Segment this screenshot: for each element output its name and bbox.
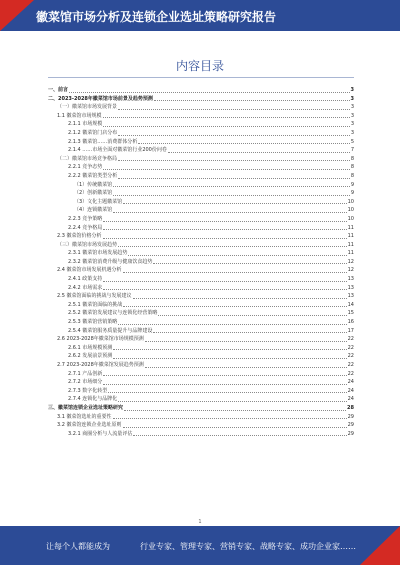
toc-entry-page: 24 bbox=[347, 396, 354, 403]
toc-entry-label: 2.2.2 徽菜馆类型分析 bbox=[68, 172, 118, 179]
toc-leader-dots bbox=[123, 426, 347, 428]
toc-entry-label: 2.7.2 市场细分 bbox=[68, 379, 103, 386]
toc-entry[interactable] bbox=[48, 413, 354, 422]
toc-entry-page: 3 bbox=[350, 95, 354, 102]
toc-leader-dots bbox=[124, 409, 346, 411]
toc-entry-page: 8 bbox=[350, 164, 354, 171]
toc-entry[interactable] bbox=[48, 404, 354, 413]
toc-entry-label: 3.2.1 商圈分析与人流量评估 bbox=[68, 430, 133, 437]
toc-entry-label: 2.5.2 徽菜馆发展建议与连锁化经营策略 bbox=[68, 310, 158, 317]
toc-entry-page: 11 bbox=[347, 241, 354, 248]
toc-entry-label: 2.7.3 数字化转型 bbox=[68, 387, 108, 394]
toc-leader-dots bbox=[118, 108, 350, 110]
toc-entry[interactable] bbox=[48, 309, 354, 318]
toc-leader-dots bbox=[123, 305, 346, 307]
toc-entry[interactable] bbox=[48, 181, 354, 190]
toc-entry-label: 3.1 徽菜馆选址的重要性 bbox=[57, 413, 112, 420]
toc-entry-label: 2.3 徽菜馆价格分析 bbox=[57, 233, 102, 240]
toc-entry-page: 3 bbox=[350, 104, 354, 111]
toc-leader-dots bbox=[103, 280, 346, 282]
table-of-contents bbox=[48, 86, 354, 438]
toc-entry[interactable] bbox=[48, 249, 354, 258]
toc-entry-page: 22 bbox=[347, 336, 354, 343]
toc-entry-page: 15 bbox=[347, 310, 354, 317]
toc-entry-page: 8 bbox=[350, 172, 354, 179]
toc-entry-page: 29 bbox=[347, 430, 354, 437]
toc-entry-label: 一、前言 bbox=[48, 87, 69, 93]
toc-entry[interactable] bbox=[48, 370, 354, 379]
toc-entry-label: 2.4.2 市场需求 bbox=[68, 284, 103, 291]
toc-entry[interactable] bbox=[48, 327, 354, 336]
toc-entry-label: 三、徽菜馆连锁企业选址策略研究 bbox=[48, 404, 124, 411]
toc-entry-page: 11 bbox=[347, 224, 354, 231]
toc-entry-label: （4）连锁徽菜馆 bbox=[74, 207, 113, 214]
toc-entry-page: 28 bbox=[347, 404, 354, 411]
toc-entry-page: 13 bbox=[347, 293, 354, 300]
toc-entry-label: 2.7.4 连锁化与品牌化 bbox=[68, 396, 118, 403]
toc-entry-label: 2.6 2023-2028年徽菜馆市场规模预测 bbox=[57, 336, 144, 343]
toc-entry-label: 2.1.4 ……市场全面对徽菜馆行业200份问卷 bbox=[68, 147, 167, 154]
toc-entry[interactable] bbox=[48, 352, 354, 361]
toc-leader-dots bbox=[145, 366, 347, 368]
toc-entry-page: 16 bbox=[347, 319, 354, 326]
toc-entry-label: 1.1 徽菜馆市场规模 bbox=[57, 112, 102, 119]
toc-entry[interactable] bbox=[48, 266, 354, 275]
toc-entry[interactable] bbox=[48, 318, 354, 327]
toc-leader-dots bbox=[138, 142, 349, 144]
toc-entry-label: （3）文化主题徽菜馆 bbox=[74, 198, 123, 205]
toc-entry-label: 2.2.3 竞争策略 bbox=[68, 215, 103, 222]
toc-leader-dots bbox=[133, 434, 346, 436]
toc-leader-dots bbox=[103, 168, 350, 170]
toc-entry-page: 11 bbox=[347, 233, 354, 240]
toc-leader-dots bbox=[168, 151, 350, 153]
toc-entry-page: 3 bbox=[350, 121, 354, 128]
toc-leader-dots bbox=[113, 211, 346, 213]
toc-entry[interactable] bbox=[48, 163, 354, 172]
toc-entry-page: 7 bbox=[350, 147, 354, 154]
page-number: 1 bbox=[198, 519, 202, 525]
toc-entry-label: 2.2.4 竞争格局 bbox=[68, 224, 103, 231]
header-red-accent bbox=[0, 0, 34, 31]
toc-entry-page: 10 bbox=[347, 215, 354, 222]
toc-entry-page: 22 bbox=[347, 362, 354, 368]
toc-entry-label: （三）徽菜馆市场发展趋势 bbox=[57, 241, 118, 248]
toc-entry-label: 2.5.1 徽菜馆面临的挑战 bbox=[68, 301, 123, 308]
toc-entry-label: （一）徽菜馆市场发展背景 bbox=[57, 104, 118, 111]
toc-leader-dots bbox=[118, 159, 350, 161]
toc-leader-dots bbox=[118, 177, 350, 179]
toc-leader-dots bbox=[113, 357, 346, 359]
toc-entry-label: 2.5.4 徽菜馆服务质量提升与品牌建设 bbox=[68, 327, 153, 334]
toc-entry-page: 10 bbox=[347, 207, 354, 214]
toc-entry-label: （2）创新徽菜馆 bbox=[74, 190, 113, 197]
toc-leader-dots bbox=[103, 228, 346, 230]
toc-leader-dots bbox=[118, 245, 347, 247]
toc-leader-dots bbox=[103, 116, 350, 118]
toc-leader-dots bbox=[133, 297, 347, 299]
toc-entry[interactable] bbox=[48, 232, 354, 241]
toc-entry-label: 2.1.1 市场规模 bbox=[68, 121, 103, 128]
toc-entry-page: 3 bbox=[350, 129, 354, 136]
toc-entry-page: 8 bbox=[350, 155, 354, 162]
toc-entry-page: 10 bbox=[347, 198, 354, 205]
toc-entry[interactable] bbox=[48, 138, 354, 147]
toc-heading-divider bbox=[48, 77, 354, 78]
toc-leader-dots bbox=[118, 400, 346, 402]
toc-entry[interactable] bbox=[48, 395, 354, 404]
toc-entry-label: 2.2.1 竞争态势 bbox=[68, 164, 103, 171]
toc-entry-label: 2.3.2 徽菜馆消费升级与健康饮食趋势 bbox=[68, 258, 153, 265]
toc-entry[interactable] bbox=[48, 284, 354, 293]
toc-entry-page: 13 bbox=[347, 284, 354, 291]
toc-entry-label: 2.4 徽菜馆市场发展机遇分析 bbox=[57, 267, 122, 274]
toc-entry[interactable] bbox=[48, 206, 354, 215]
toc-entry[interactable] bbox=[48, 86, 354, 95]
toc-entry-label: 2.7.1 产品创新 bbox=[68, 370, 103, 377]
toc-entry[interactable] bbox=[48, 387, 354, 396]
toc-entry-page: 3 bbox=[350, 87, 354, 93]
toc-entry[interactable] bbox=[48, 421, 354, 430]
footer-tagline: 行业专家、管理专家、营销专家、战略专家、成功企业家…… bbox=[140, 542, 356, 551]
toc-entry-page: 14 bbox=[347, 301, 354, 308]
toc-leader-dots bbox=[154, 99, 350, 101]
toc-entry[interactable] bbox=[48, 241, 354, 250]
toc-leader-dots bbox=[103, 125, 350, 127]
toc-entry-page: 24 bbox=[347, 379, 354, 386]
toc-entry-page: 24 bbox=[347, 387, 354, 394]
toc-entry-label: 2.1.3 徽菜馆……消费群体分析 bbox=[68, 138, 138, 145]
toc-leader-dots bbox=[113, 194, 350, 196]
toc-entry-page: 29 bbox=[347, 413, 354, 420]
toc-entry-page: 3 bbox=[350, 112, 354, 119]
toc-entry-page: 11 bbox=[347, 250, 354, 257]
toc-entry-label: 3.2 徽菜馆连锁企业选址原则 bbox=[57, 422, 122, 429]
toc-entry[interactable] bbox=[48, 344, 354, 353]
toc-entry[interactable] bbox=[48, 258, 354, 267]
toc-entry-label: 2.3.1 徽菜馆市场发展趋势 bbox=[68, 250, 128, 257]
toc-leader-dots bbox=[113, 348, 346, 350]
toc-leader-dots bbox=[118, 323, 346, 325]
toc-entry-page: 29 bbox=[347, 422, 354, 429]
toc-entry-page: 12 bbox=[347, 258, 354, 265]
toc-entry[interactable] bbox=[48, 129, 354, 138]
toc-entry[interactable] bbox=[48, 361, 354, 370]
toc-entry[interactable] bbox=[48, 189, 354, 198]
toc-entry-label: 2.7 2023-2028年徽菜馆发展趋势预测 bbox=[57, 362, 144, 368]
toc-leader-dots bbox=[69, 91, 350, 93]
footer-red-accent bbox=[360, 526, 400, 565]
toc-entry[interactable] bbox=[48, 378, 354, 387]
toc-leader-dots bbox=[103, 383, 346, 385]
toc-entry[interactable] bbox=[48, 172, 354, 181]
toc-entry[interactable] bbox=[48, 292, 354, 301]
toc-entry-label: 2.6.2 发展前景预测 bbox=[68, 353, 113, 360]
toc-entry-label: 2.1.2 徽菜馆门店分布 bbox=[68, 129, 118, 136]
footer-slogan: 让每个人都能成为 bbox=[46, 542, 110, 551]
toc-entry-label: 2.5.3 徽菜馆营销策略 bbox=[68, 319, 118, 326]
toc-entry-page: 13 bbox=[347, 276, 354, 283]
toc-entry[interactable] bbox=[48, 301, 354, 310]
toc-leader-dots bbox=[123, 271, 347, 273]
toc-leader-dots bbox=[103, 288, 346, 290]
toc-entry-page: 5 bbox=[350, 138, 354, 145]
toc-entry-label: 2.5 徽菜馆面临的挑战与发展建议 bbox=[57, 293, 132, 300]
toc-heading: 内容目录 bbox=[175, 59, 224, 73]
toc-entry-label: （1）传统徽菜馆 bbox=[74, 181, 113, 188]
toc-leader-dots bbox=[153, 262, 346, 264]
toc-entry-page: 17 bbox=[347, 327, 354, 334]
toc-entry[interactable] bbox=[48, 155, 354, 164]
toc-entry-label: 2.6.1 市场规模预测 bbox=[68, 344, 113, 351]
report-title: 徽菜馆市场分析及连锁企业选址策略研究报告 bbox=[36, 10, 277, 24]
toc-leader-dots bbox=[113, 417, 347, 419]
toc-entry-label: 二、2023-2028年徽菜馆市场前景及趋势预测 bbox=[48, 95, 153, 102]
toc-leader-dots bbox=[103, 220, 346, 222]
toc-entry-page: 9 bbox=[350, 181, 354, 188]
toc-leader-dots bbox=[123, 202, 346, 204]
toc-entry[interactable] bbox=[48, 215, 354, 224]
toc-entry-page: 22 bbox=[347, 344, 354, 351]
toc-entry-page: 9 bbox=[350, 190, 354, 197]
toc-leader-dots bbox=[113, 185, 350, 187]
toc-leader-dots bbox=[158, 314, 346, 316]
toc-leader-dots bbox=[118, 134, 350, 136]
toc-entry[interactable] bbox=[48, 120, 354, 129]
toc-entry-page: 22 bbox=[347, 370, 354, 377]
toc-entry[interactable] bbox=[48, 146, 354, 155]
toc-entry-label: （二）徽菜馆市场竞争格局 bbox=[57, 155, 118, 162]
toc-entry[interactable] bbox=[48, 112, 354, 121]
toc-entry[interactable] bbox=[48, 198, 354, 207]
toc-entry-page: 12 bbox=[347, 267, 354, 274]
toc-leader-dots bbox=[128, 254, 346, 256]
toc-leader-dots bbox=[108, 391, 346, 393]
toc-entry-page: 22 bbox=[347, 353, 354, 360]
toc-entry[interactable] bbox=[48, 430, 354, 439]
toc-leader-dots bbox=[103, 237, 347, 239]
toc-entry[interactable] bbox=[48, 335, 354, 344]
toc-entry[interactable] bbox=[48, 224, 354, 233]
toc-leader-dots bbox=[153, 331, 346, 333]
toc-entry-label: 2.4.1 政策支持 bbox=[68, 276, 103, 283]
toc-leader-dots bbox=[145, 340, 347, 342]
toc-entry[interactable] bbox=[48, 275, 354, 284]
toc-entry[interactable] bbox=[48, 103, 354, 112]
toc-entry[interactable] bbox=[48, 95, 354, 104]
toc-leader-dots bbox=[103, 374, 346, 376]
